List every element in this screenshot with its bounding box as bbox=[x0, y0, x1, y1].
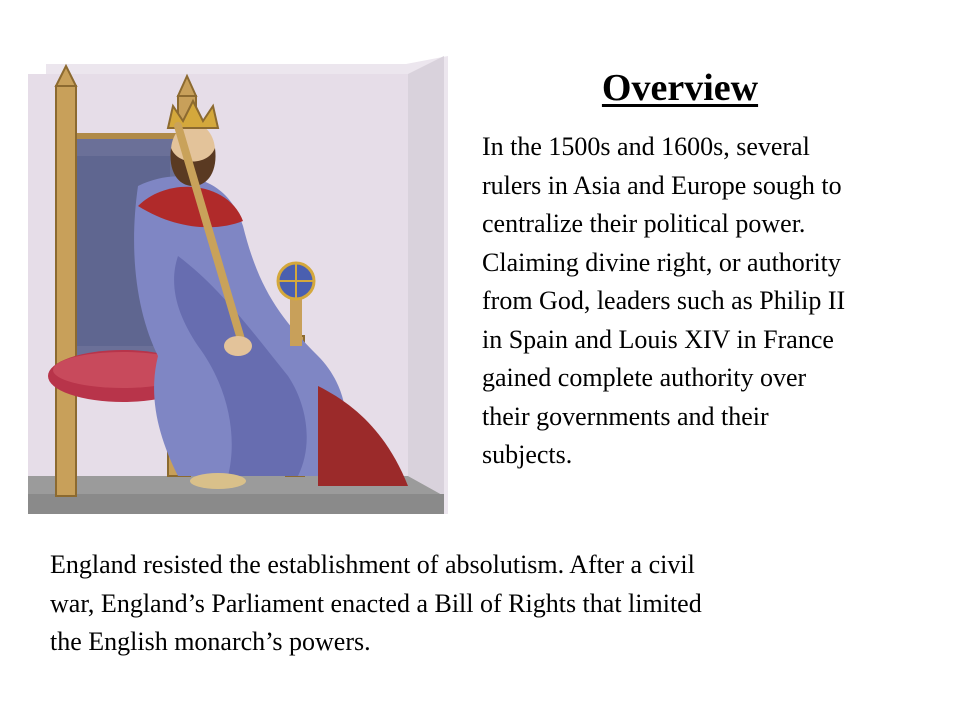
paragraph-line: war, England’s Parliament enacted a Bill of Rights that limited bbox=[50, 588, 702, 618]
paragraph-line: their governments and their bbox=[482, 401, 769, 431]
page-title: Overview bbox=[601, 67, 759, 109]
paragraph-line: the English monarch’s powers. bbox=[50, 627, 371, 656]
paragraph-line: England resisted the establishment of absolutism. After a civil bbox=[50, 550, 695, 579]
overview-paragraph bbox=[482, 128, 942, 475]
paragraph-line: gained complete authority over bbox=[482, 363, 807, 392]
paragraph-line: centralize their political power. bbox=[482, 209, 806, 238]
paragraph-line: rulers in Asia and Europe sough to bbox=[482, 170, 842, 200]
paragraph-line: subjects. bbox=[482, 440, 573, 469]
paragraph-line: Claiming divine right, or authority bbox=[482, 247, 841, 277]
england-paragraph bbox=[50, 546, 930, 662]
paragraph-line: in Spain and Louis XIV in France bbox=[482, 324, 834, 354]
paragraph-line: from God, leaders such as Philip II bbox=[482, 286, 846, 315]
paragraph-line: In the 1500s and 1600s, several bbox=[482, 132, 810, 161]
king-throne-illustration bbox=[28, 56, 448, 514]
king-throne-image bbox=[28, 56, 448, 514]
